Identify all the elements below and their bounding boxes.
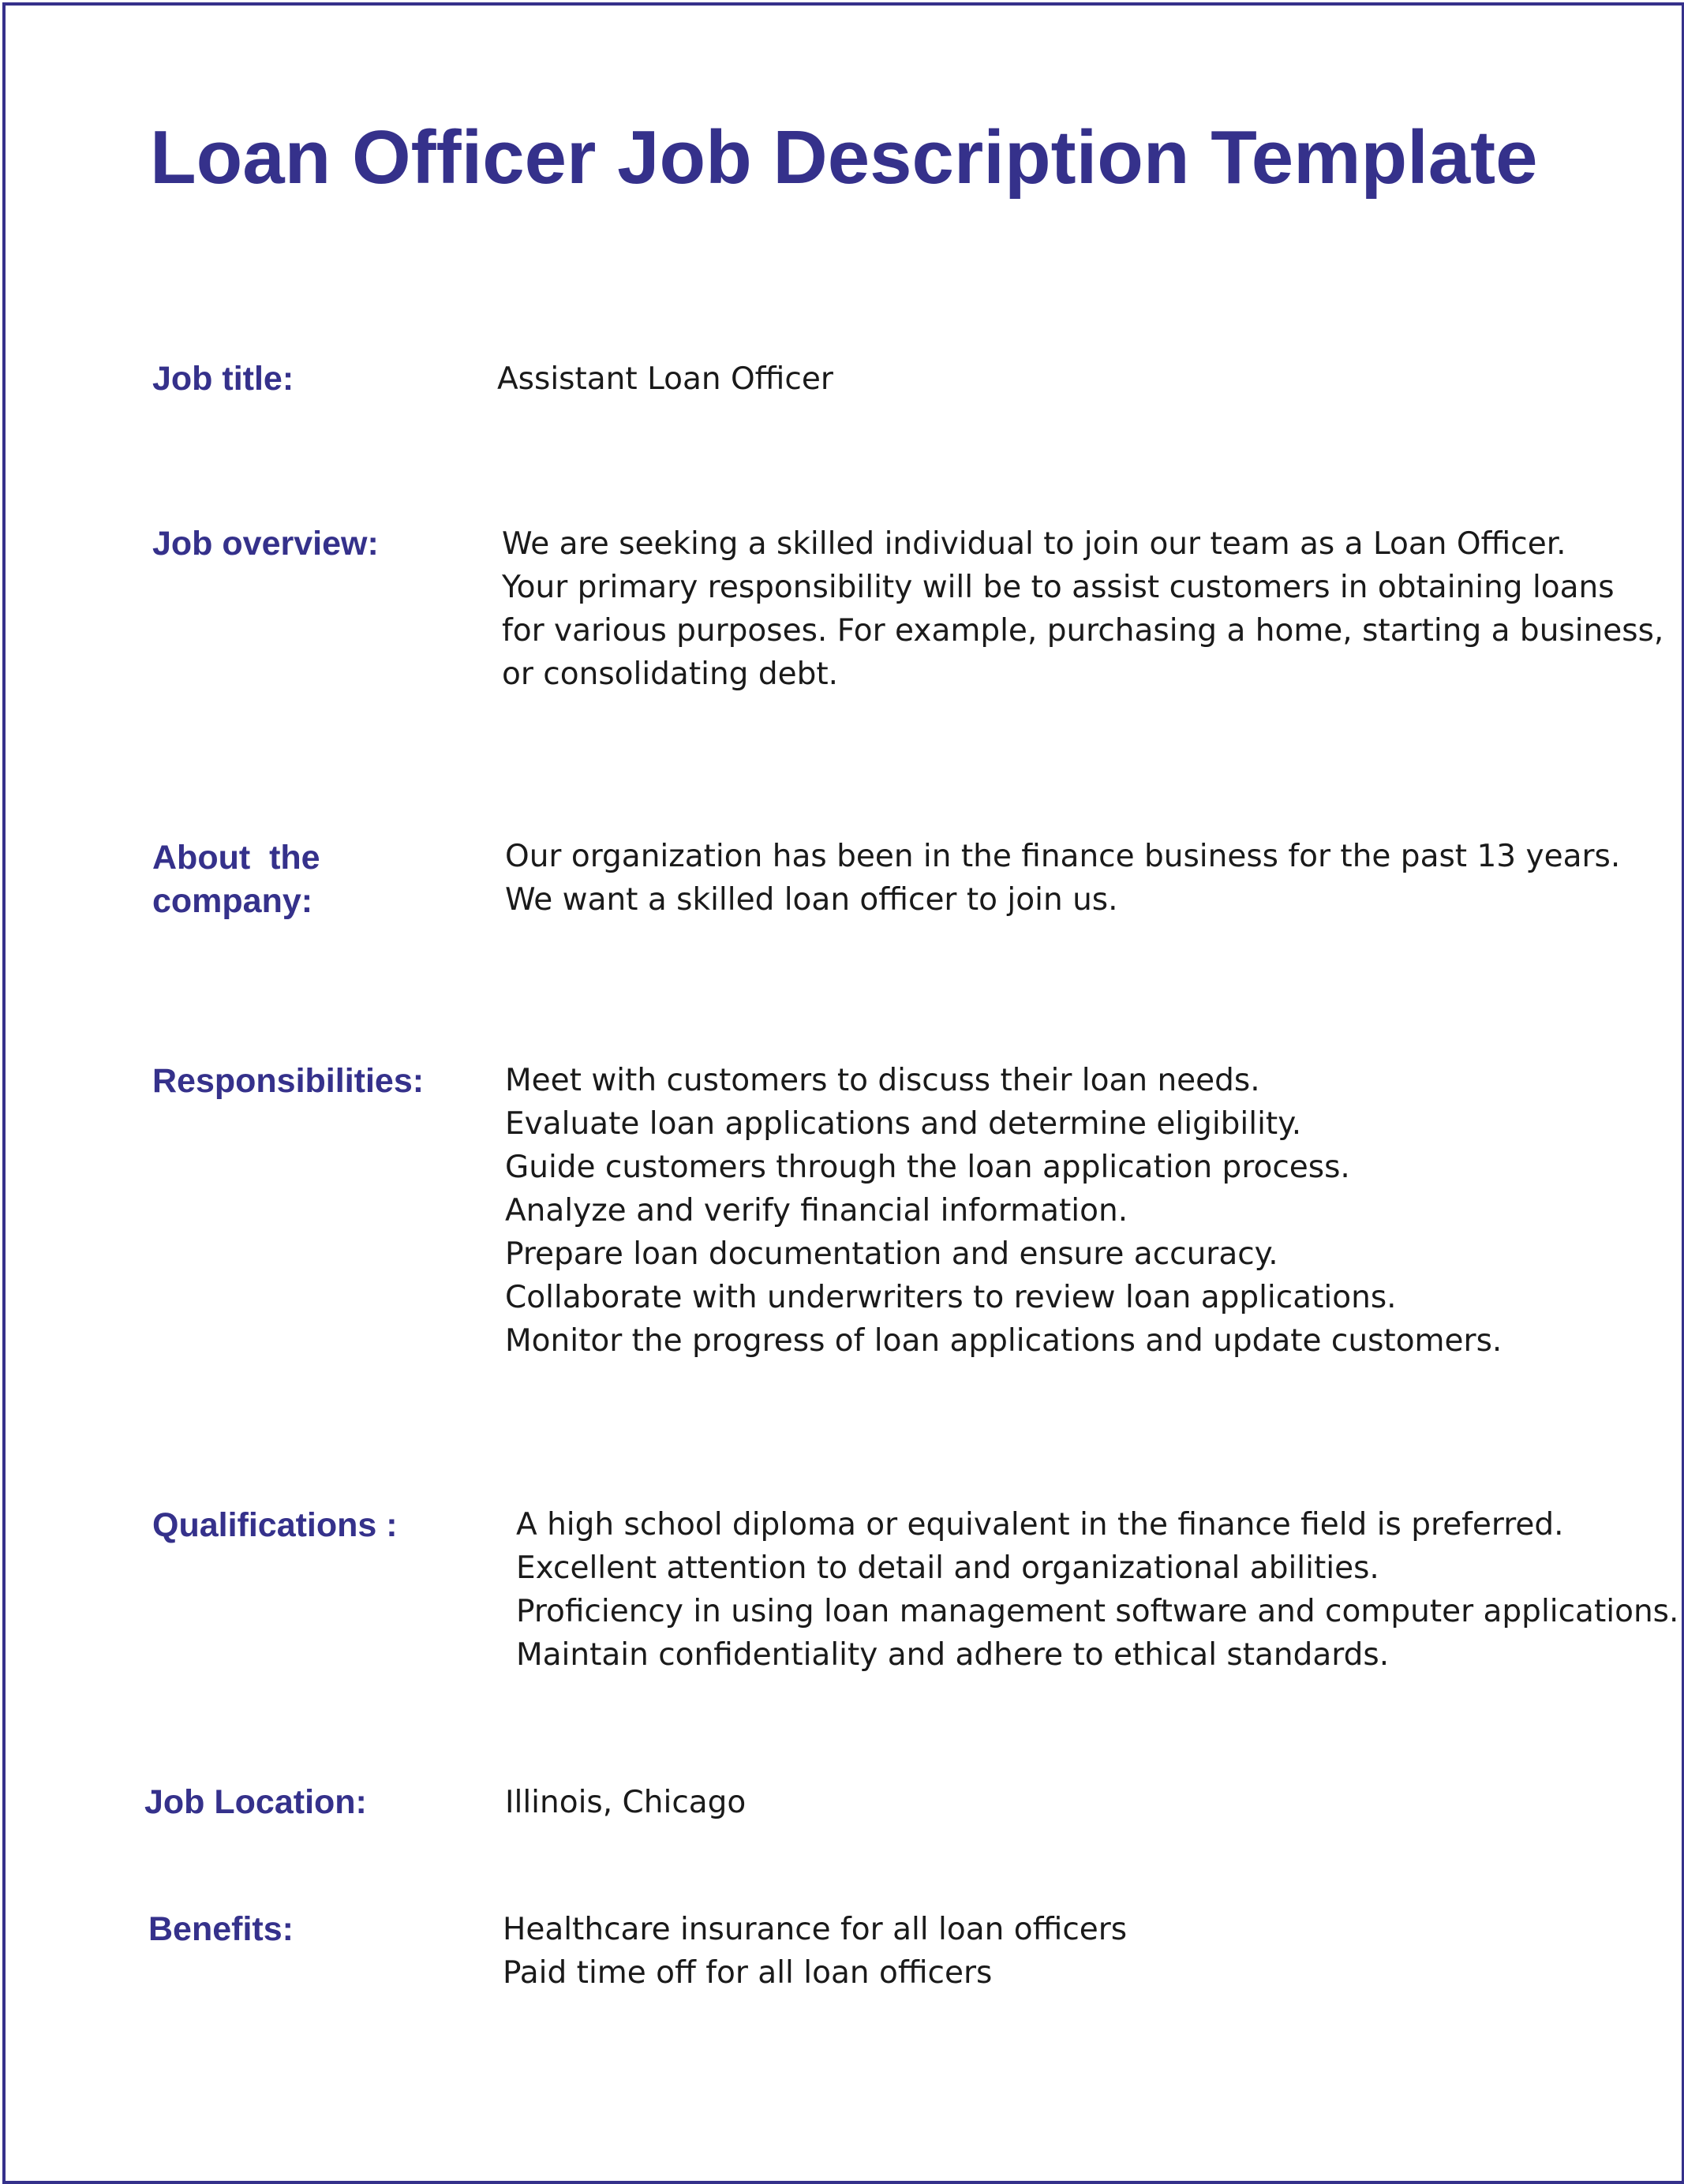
job-location-value: Illinois, Chicago — [505, 1785, 747, 1820]
about-company-line: Our organization has been in the finance business for the past 13 years. — [505, 839, 1621, 874]
job-overview-line: Your primary responsibility will be to assist customers in obtaining loans — [502, 570, 1615, 605]
benefit-item: Paid time off for all loan officers — [503, 1955, 993, 1991]
responsibilities-label: Responsibilities: — [152, 1062, 425, 1100]
qualifications-list — [516, 1503, 1678, 1677]
responsibility-item: Guide customers through the loan application process. — [505, 1150, 1350, 1185]
job-title-value: Assistant Loan Officer — [497, 361, 833, 397]
about-company-label: About the company: — [152, 839, 320, 920]
qualification-item: Maintain confidentiality and adhere to ethical standards. — [516, 1637, 1390, 1673]
benefits-label: Benefits: — [148, 1910, 294, 1948]
responsibility-item: Evaluate loan applications and determine eligibility. — [505, 1106, 1302, 1142]
responsibilities-list — [505, 1059, 1502, 1363]
qualification-item: Proficiency in using loan management software and computer applications. — [516, 1594, 1679, 1629]
responsibility-item: Meet with customers to discuss their loan needs. — [505, 1063, 1260, 1098]
responsibility-item: Monitor the progress of loan applications and update customers. — [505, 1323, 1503, 1359]
responsibility-item: Analyze and verify financial information. — [505, 1193, 1128, 1228]
job-overview-label: Job overview: — [152, 525, 379, 563]
benefit-item: Healthcare insurance for all loan officers — [503, 1912, 1128, 1947]
about-company-text — [505, 835, 1620, 922]
job-overview-line: or consolidating debt. — [502, 656, 839, 692]
qualification-item: A high school diploma or equivalent in the finance field is preferred. — [516, 1507, 1564, 1543]
qualification-item: Excellent attention to detail and organizational abilities. — [516, 1550, 1379, 1586]
job-title-label: Job title: — [152, 360, 294, 398]
job-overview-line: for various purposes. For example, purchasing a home, starting a business, — [502, 613, 1664, 649]
responsibility-item: Prepare loan documentation and ensure accuracy. — [505, 1236, 1278, 1272]
responsibility-item: Collaborate with underwriters to review loan applications. — [505, 1280, 1397, 1315]
qualifications-label: Qualifications : — [152, 1506, 398, 1544]
document-title: Loan Officer Job Description Template — [150, 115, 1538, 200]
job-location-label: Job Location: — [144, 1783, 367, 1821]
job-overview-line: We are seeking a skilled individual to join our team as a Loan Officer. — [502, 526, 1566, 562]
job-overview-text — [502, 522, 1663, 696]
benefits-list — [503, 1908, 1127, 1995]
about-company-line: We want a skilled loan officer to join us. — [505, 882, 1118, 918]
